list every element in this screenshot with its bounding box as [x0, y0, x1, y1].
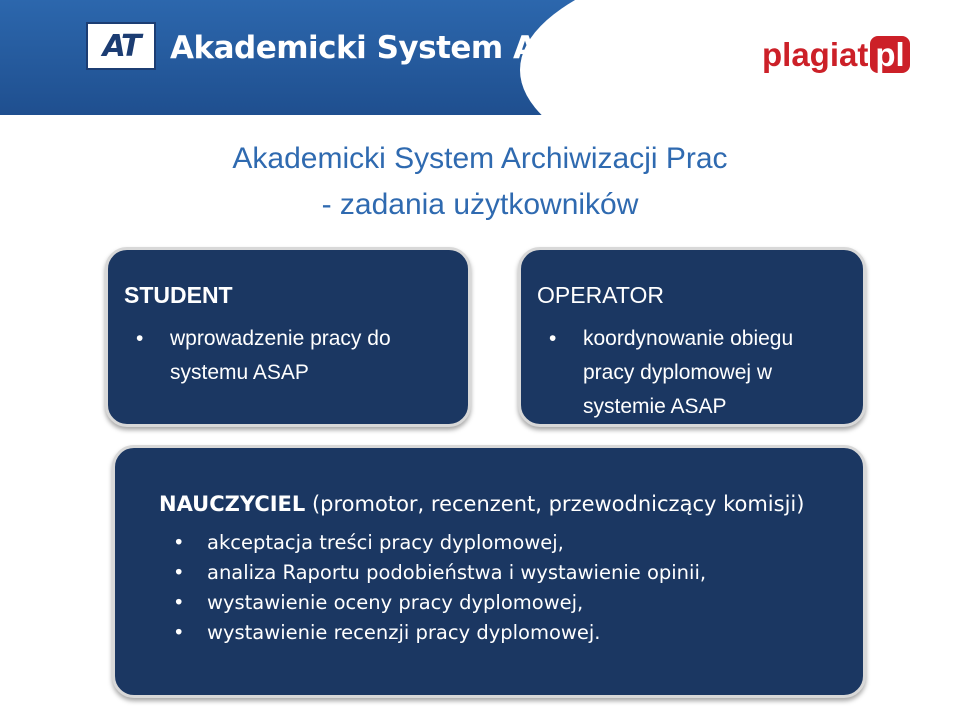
list-item: • akceptacja treści pracy dyplomowej,: [173, 528, 833, 558]
list-item: • analiza Raportu podobieństwa i wystawienie opinii,: [173, 558, 833, 588]
teacher-heading-line: [159, 492, 804, 516]
student-list: [136, 322, 456, 390]
brand-part2: pl: [870, 36, 909, 73]
teacher-box: [112, 445, 866, 698]
teacher-list: [173, 528, 833, 648]
header-banner: [0, 0, 960, 115]
operator-list: [549, 322, 849, 424]
system-name: Akademicki System Archiwizacji Prac: [170, 30, 801, 66]
list-item: • wystawienie oceny pracy dyplomowej,: [173, 588, 833, 618]
operator-box: [518, 247, 866, 427]
operator-heading: OPERATOR: [537, 282, 664, 308]
logo-mark: AT: [102, 28, 140, 64]
student-box: [105, 247, 471, 427]
list-item: • wystawienie recenzji pracy dyplomowej.: [173, 618, 833, 648]
teacher-heading: NAUCZYCIEL: [159, 492, 306, 516]
brand-part1: plagiat: [762, 36, 869, 73]
page-title: Akademicki System Archiwizacji Prac: [232, 142, 728, 175]
list-item: • koordynowanie obiegu pracy dyplomowej w systemie ASAP: [549, 322, 849, 424]
student-heading: STUDENT: [124, 282, 233, 308]
plagiat-logo: [762, 36, 910, 74]
page-subtitle: - zadania użytkowników: [321, 188, 639, 221]
list-item: • wprowadzenie pracy do systemu ASAP: [136, 322, 456, 390]
teacher-roles: (promotor, recenzent, przewodniczący komisji): [311, 492, 805, 516]
asap-logo-icon: [86, 22, 156, 70]
